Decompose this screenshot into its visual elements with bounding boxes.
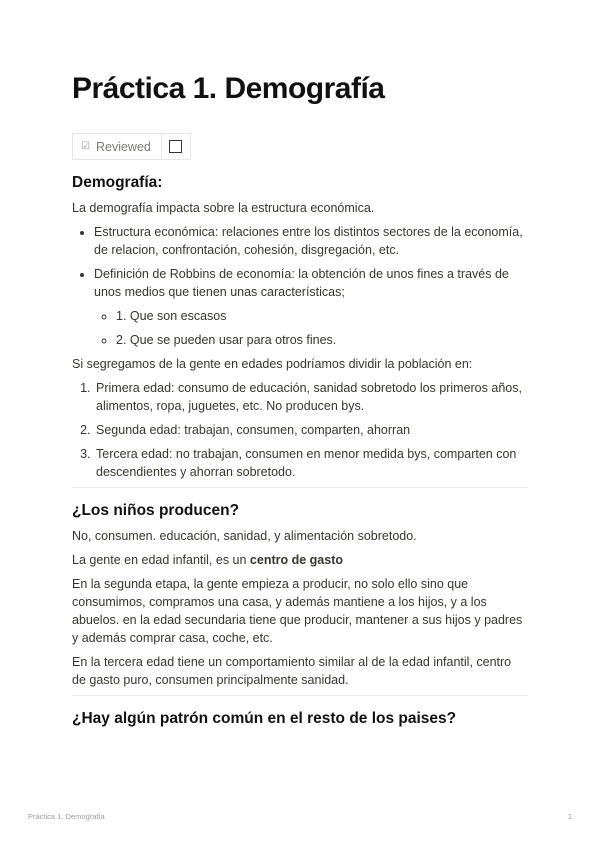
- paragraph: En la segunda etapa, la gente empieza a producir, no solo ello sino que consumimos, compramos una casa, y además mantiene a los hijos, y a los abuelos. en la edad secundaria tiene que producir, mantener a sus hijos y padres y además comprar casa, coche, etc.: [72, 577, 523, 645]
- paragraph: En la tercera edad tiene un comportamiento similar al de la edad infantil, centro de gasto puro, consumen principalmente sanidad.: [72, 655, 512, 687]
- paragraph: No, consumen. educación, sanidad, y alimentación sobretodo.: [72, 529, 417, 543]
- sub-list-item: ◦ 2. Que se pueden usar para otros fines.: [116, 331, 528, 349]
- page-title: Práctica 1. Demografía: [72, 72, 385, 105]
- list-item: 3. Tercera edad: no trabajan, consumen en menor medida bys, comparten con descendientes y ahorran sobretodo.: [94, 445, 528, 481]
- property-row: [72, 133, 191, 160]
- numbered-list: [72, 379, 528, 481]
- paragraph: [72, 551, 528, 569]
- list-item: 2. Segunda edad: trabajan, consumen, comparten, ahorran: [94, 421, 528, 439]
- page-footer: [28, 812, 572, 821]
- sub-list-item: ◦ 1. Que son escasos: [116, 307, 528, 325]
- bold-text: centro de gasto: [249, 553, 343, 567]
- property-label: Reviewed: [95, 139, 151, 154]
- sub-bullet-list: [94, 307, 528, 349]
- list-item: • Estructura económica: relaciones entre los distintos sectores de la economía, de relacion, confrontación, cohesión, disgregación, etc.: [94, 223, 528, 259]
- paragraph: Si segregamos de la gente en edades podríamos dividir la población en:: [72, 357, 473, 371]
- list-item: [94, 265, 528, 349]
- section-heading-patron: ¿Hay algún patrón común en el resto de los paises?: [72, 710, 457, 727]
- footer-title: Práctica 1. Demografía: [28, 812, 105, 821]
- paragraph: La demografía impacta sobre la estructura económica.: [72, 201, 375, 215]
- list-item: 1. Primera edad: consumo de educación, sanidad sobretodo los primeros años, alimentos, ropa, juguetes, etc. No producen bys.: [94, 379, 528, 415]
- reviewed-checkbox[interactable]: [162, 134, 190, 159]
- bullet-list: [72, 223, 528, 349]
- divider: [72, 487, 528, 488]
- page-number: 1: [567, 812, 572, 821]
- list-item-text: Definición de Robbins de economía: la obtención de unos fines a través de unos medios que tienen unas características;: [94, 267, 509, 299]
- property-name: [73, 134, 162, 159]
- section-heading-demografia: Demografía:: [72, 174, 163, 191]
- paragraph-text: La gente en edad infantil, es un: [72, 553, 250, 567]
- section-heading-ninos: ¿Los niños producen?: [72, 502, 240, 519]
- divider: [72, 695, 528, 696]
- page-content: [72, 172, 528, 735]
- checkbox-box[interactable]: [169, 140, 182, 153]
- checkbox-icon: ☑: [81, 141, 90, 152]
